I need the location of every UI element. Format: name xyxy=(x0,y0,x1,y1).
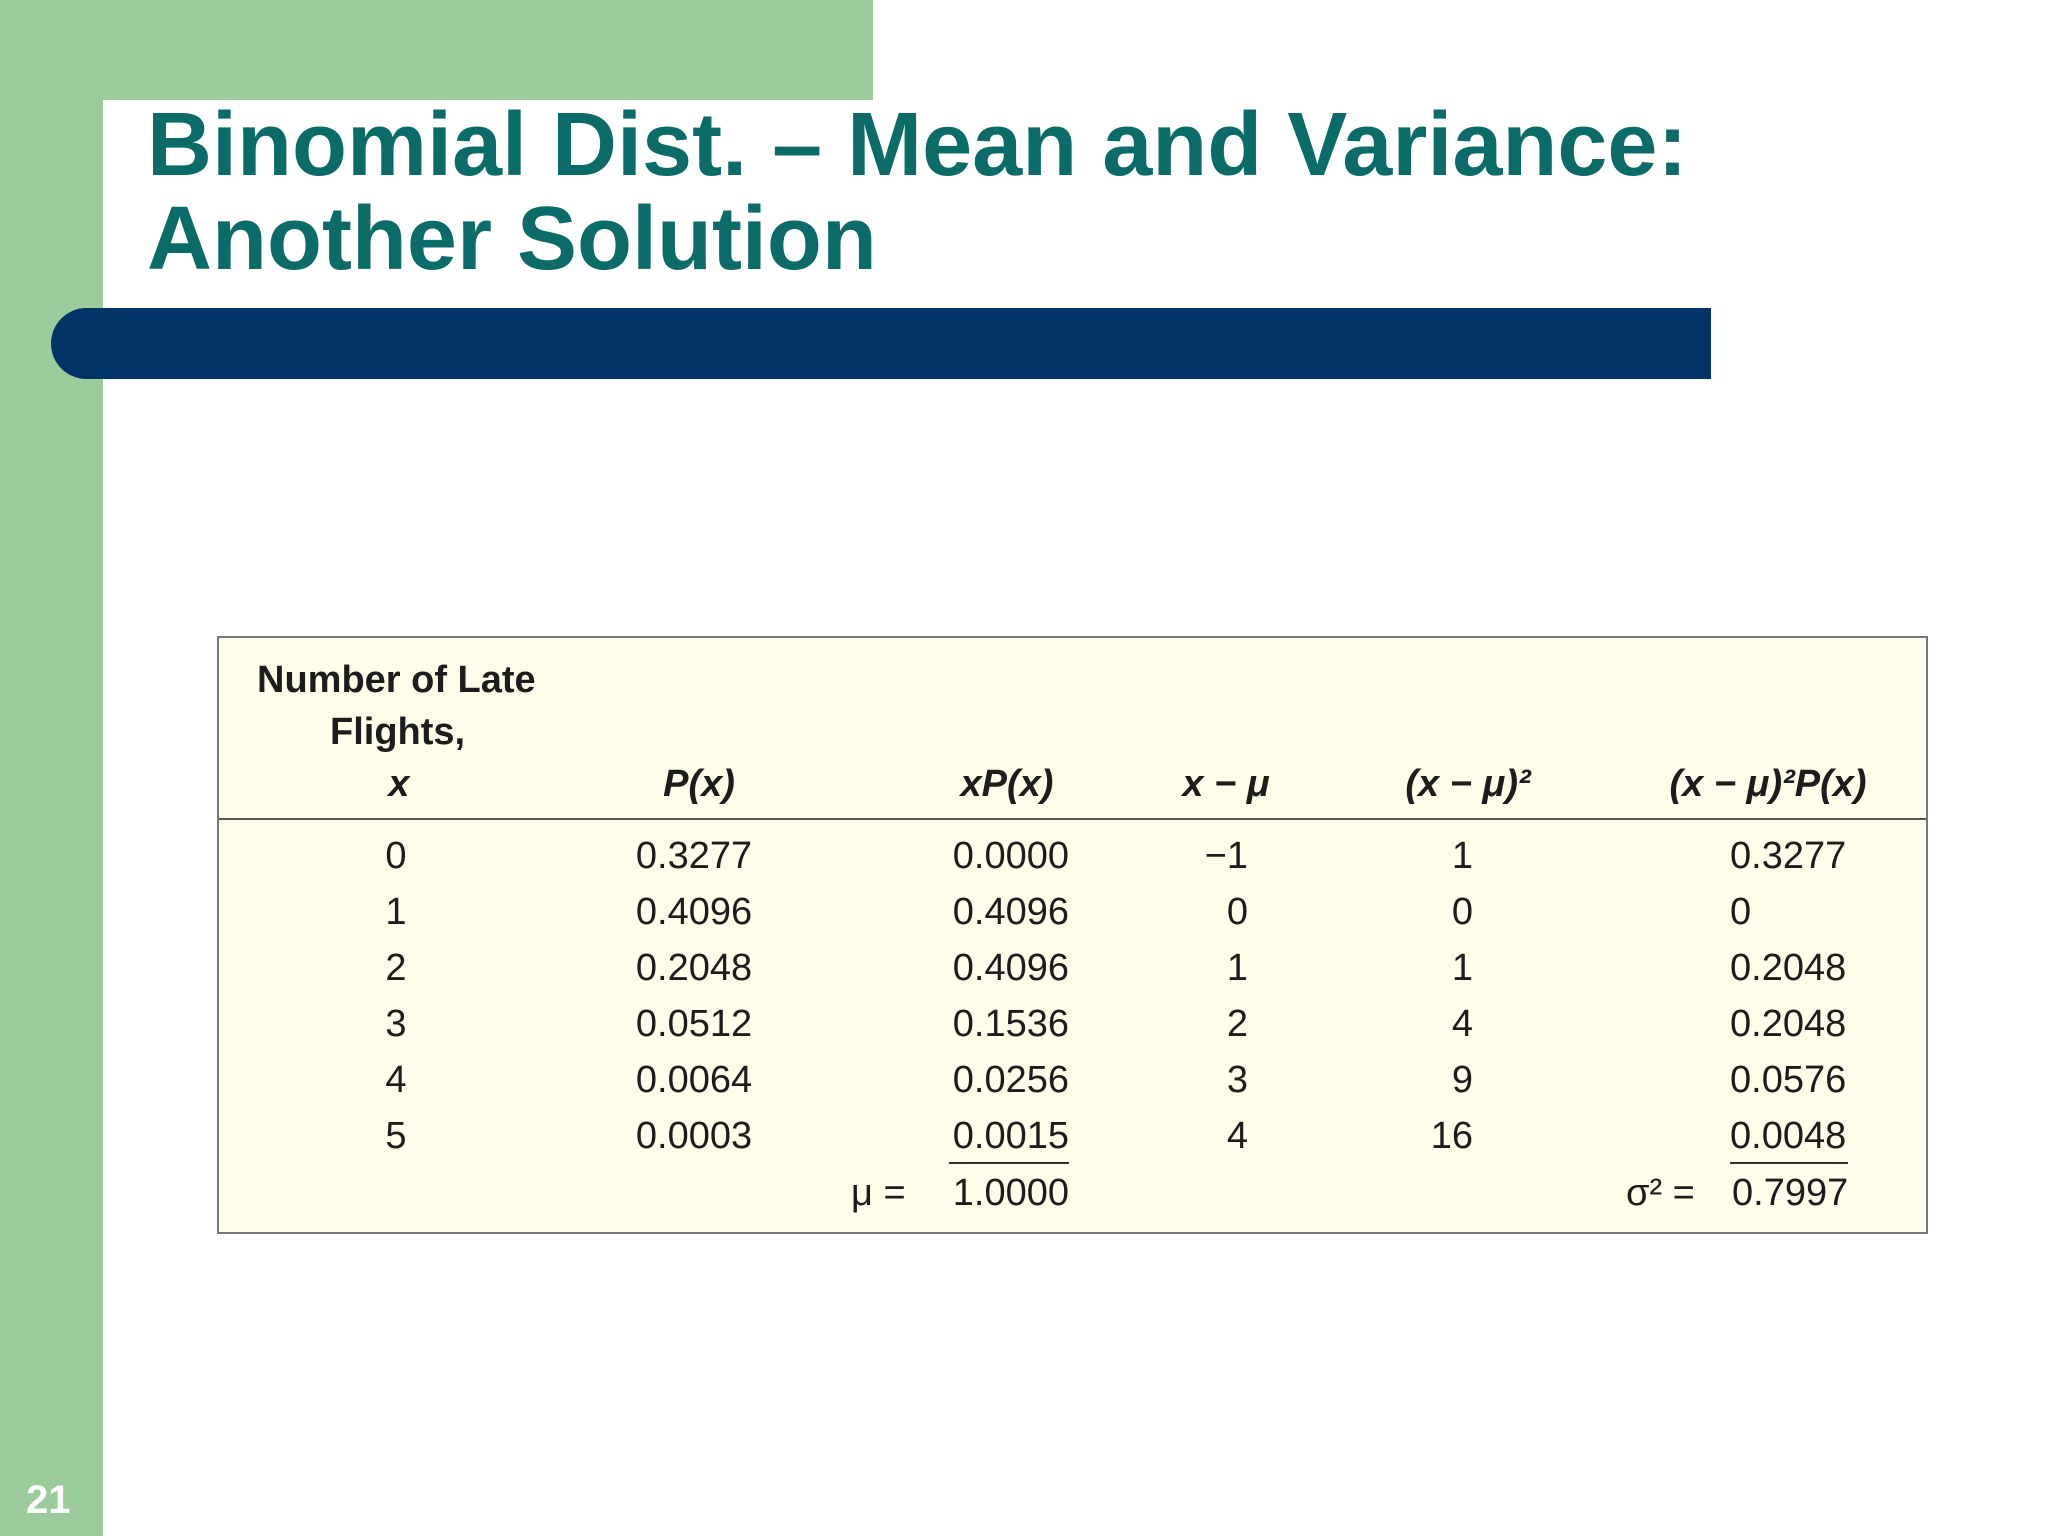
cell-xpx: 0.1536 xyxy=(952,1003,1069,1045)
cell-deviation-squared: 0 xyxy=(1451,891,1473,933)
cell-x: 1 xyxy=(385,891,407,933)
header-xpx: xP(x) xyxy=(960,763,1054,805)
header-x-line1: Number of Late xyxy=(257,659,536,701)
cell-weighted: 0.2048 xyxy=(1730,947,1847,989)
cell-x: 0 xyxy=(385,835,407,877)
cell-px: 0.0003 xyxy=(635,1115,753,1157)
mean-label: μ = xyxy=(851,1172,906,1214)
cell-deviation: 0 xyxy=(1226,891,1248,933)
mean-value: 1.0000 xyxy=(952,1172,1069,1214)
cell-weighted: 0.0048 xyxy=(1730,1115,1847,1157)
left-accent-bar xyxy=(0,0,103,1536)
cell-deviation-squared: 1 xyxy=(1451,835,1473,877)
cell-deviation-squared: 9 xyxy=(1451,1059,1473,1101)
slide-title: Binomial Dist. – Mean and Variance: Another Solution xyxy=(147,95,1688,289)
cell-deviation: 3 xyxy=(1226,1059,1248,1101)
header-x-line2: Flights, xyxy=(330,711,466,753)
cell-xpx: 0.4096 xyxy=(952,947,1069,989)
header-x-line3: x xyxy=(388,763,410,805)
cell-weighted: 0 xyxy=(1730,891,1752,933)
header-deviation: x − μ xyxy=(1182,763,1270,805)
header-weighted-deviation-squared: (x − μ)²P(x) xyxy=(1669,763,1867,805)
top-accent-bar xyxy=(0,0,873,100)
cell-px: 0.4096 xyxy=(635,891,753,933)
cell-px: 0.0512 xyxy=(635,1003,753,1045)
cell-deviation: 2 xyxy=(1226,1003,1248,1045)
cell-deviation: −1 xyxy=(1204,835,1248,877)
slide-number: 21 xyxy=(26,1478,71,1522)
cell-weighted: 0.3277 xyxy=(1730,835,1847,877)
cell-x: 3 xyxy=(385,1003,407,1045)
cell-x: 2 xyxy=(385,947,407,989)
cell-x: 5 xyxy=(385,1115,407,1157)
cell-px: 0.0064 xyxy=(635,1059,753,1101)
title-rule-band xyxy=(51,308,1711,379)
cell-xpx: 0.0000 xyxy=(952,835,1069,877)
cell-xpx: 0.4096 xyxy=(952,891,1069,933)
variance-sum-rule xyxy=(1730,1162,1848,1164)
cell-x: 4 xyxy=(385,1059,407,1101)
cell-weighted: 0.2048 xyxy=(1730,1003,1847,1045)
cell-deviation: 4 xyxy=(1226,1115,1248,1157)
calculation-table xyxy=(217,636,1928,1234)
cell-deviation-squared: 4 xyxy=(1451,1003,1473,1045)
variance-label: σ² = xyxy=(1626,1172,1695,1214)
cell-xpx: 0.0256 xyxy=(952,1059,1069,1101)
cell-deviation-squared: 1 xyxy=(1451,947,1473,989)
variance-value: 0.7997 xyxy=(1732,1172,1849,1214)
cell-deviation: 1 xyxy=(1226,947,1248,989)
cell-px: 0.3277 xyxy=(635,835,753,877)
header-deviation-squared: (x − μ)² xyxy=(1405,763,1531,805)
mean-sum-rule xyxy=(949,1162,1069,1164)
header-divider xyxy=(219,818,1926,820)
header-px: P(x) xyxy=(663,763,735,805)
cell-weighted: 0.0576 xyxy=(1730,1059,1847,1101)
cell-deviation-squared: 16 xyxy=(1430,1115,1473,1157)
cell-xpx: 0.0015 xyxy=(952,1115,1069,1157)
cell-px: 0.2048 xyxy=(635,947,753,989)
